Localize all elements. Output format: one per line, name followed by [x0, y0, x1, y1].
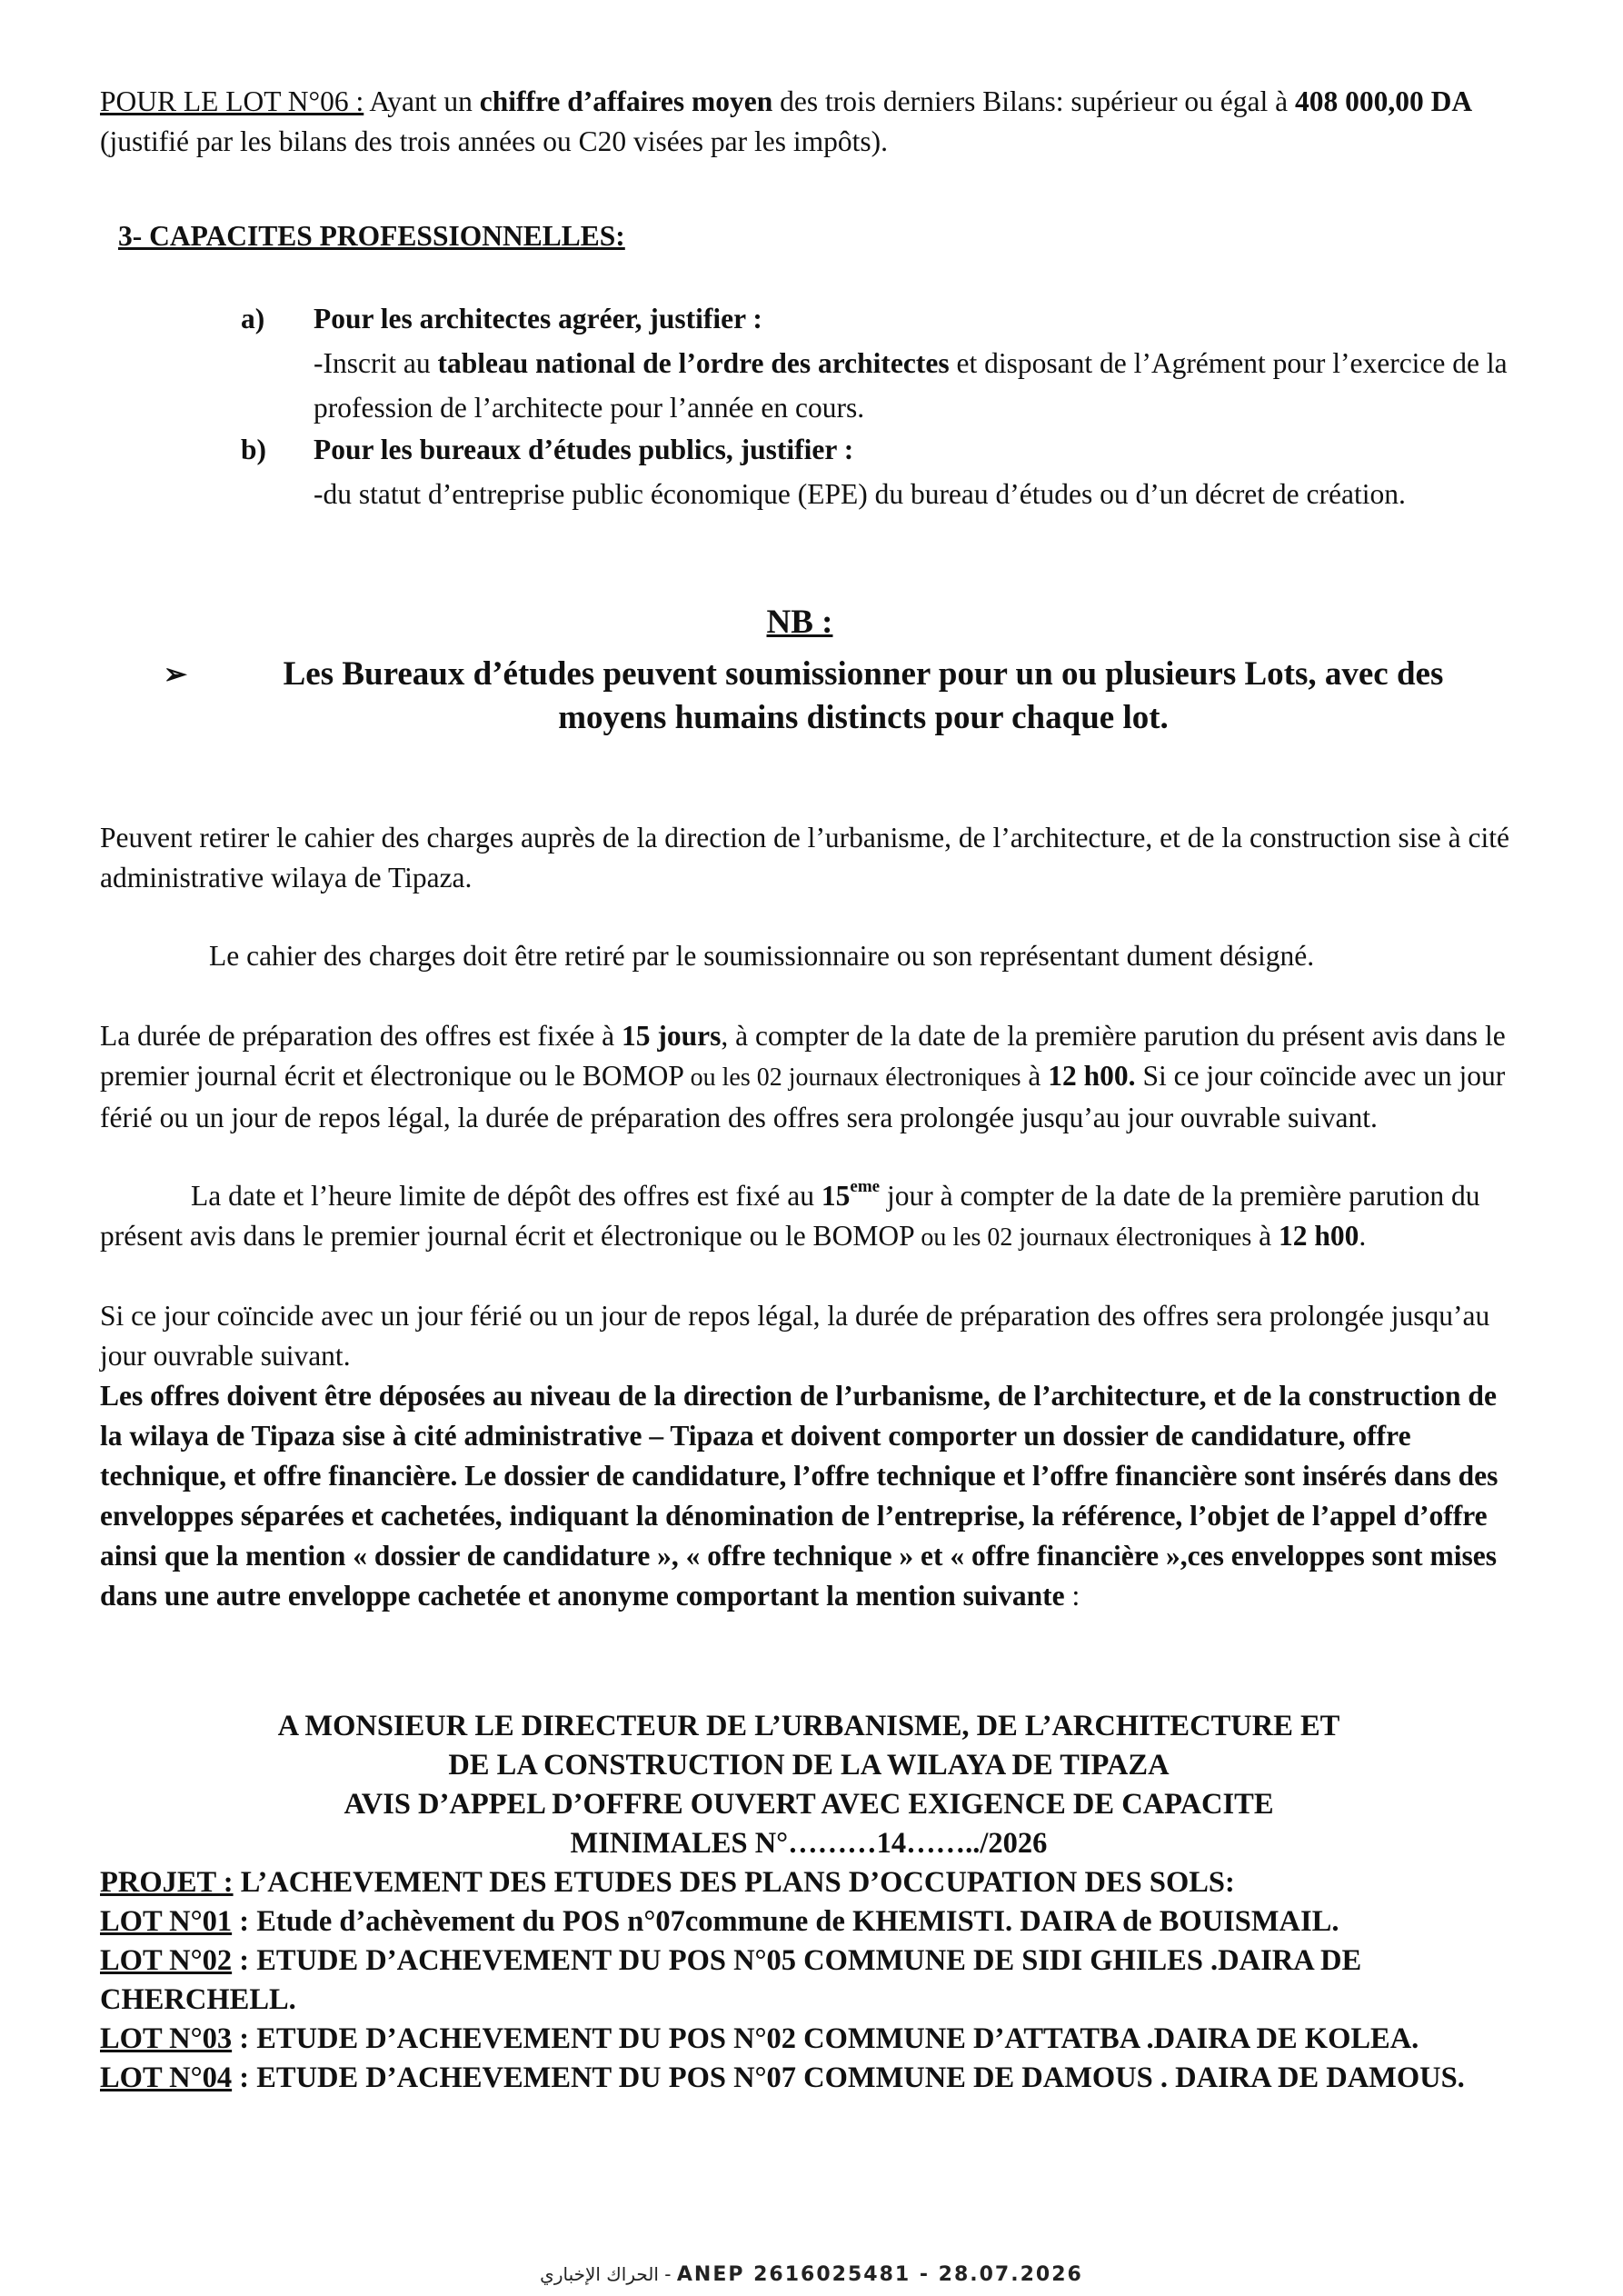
item-b-label: b): [241, 434, 267, 465]
nb-title: NB :: [766, 604, 833, 641]
projet-label: PROJET :: [100, 1866, 234, 1899]
lot06-paragraph: POUR LE LOT N°06 : Ayant un chiffre d’affaires moyen des trois derniers Bilans: supérieur ou égal à 408 000,00 DA (justifié par les bilans des trois années ou C20 visées par les impôts).: [100, 85, 1473, 157]
lot-04: LOT N°04 : ETUDE D’ACHEVEMENT DU POS N°07 COMMUNE DE DAMOUS . DAIRA DE DAMOUS.: [100, 2061, 1465, 2094]
address-line-2: DE LA CONSTRUCTION DE LA WILAYA DE TIPAZA: [448, 1749, 1170, 1782]
projet-block: [100, 1863, 1518, 2098]
paragraph-retrait: Peuvent retirer le cahier des charges auprès de la direction de l’urbanisme, de l’architecture, et de la construction sise à cité administrative wilaya de Tipaza.: [100, 822, 1509, 893]
nb-text: Les Bureaux d’études peuvent soumissionner pour un ou plusieurs Lots, avec des moyens humains distincts pour chaque lot.: [283, 655, 1444, 736]
item-a-text: Pour les architectes agréer, justifier : -Inscrit au tableau national de l’ordre des architectes et disposant de l’Agrément pour l’exercice de la profession de l’architecte pour l’année en cours.: [314, 303, 1508, 424]
section-3-title: 3- CAPACITES PROFESSIONNELLES:: [118, 220, 625, 252]
address-line-3: AVIS D’APPEL D’OFFRE OUVERT AVEC EXIGENCE DE CAPACITE: [344, 1788, 1274, 1821]
projet-line: PROJET : L’ACHEVEMENT DES ETUDES DES PLANS D’OCCUPATION DES SOLS:: [100, 1866, 1235, 1899]
item-a-label: a): [241, 303, 265, 334]
paragraph-duree: La durée de préparation des offres est fixée à 15 jours, à compter de la date de la première parution du présent avis dans le premier journal écrit et électronique ou le BOMOP ou les 02 journaux électroniques à 12 h00. Si ce jour coïncide avec un jour férié ou un jour de repos légal, la durée de préparation des offres sera prolongée jusqu’au jour ouvrable suivant.: [100, 1020, 1506, 1133]
footer-arabic: الحراك الإخباري -: [540, 2263, 677, 2285]
paragraph-offres: Les offres doivent être déposées au niveau de la direction de l’urbanisme, de l’architecture, et de la construction de la wilaya de Tipaza sise à cité administrative – Tipaza et doivent comporter un dossier de candidature, offre technique, et offre financière. Le dossier de candidature, l’offre technique et l’offre financière sont insérés dans des enveloppes séparées et cachetées, indiquant la dénomination de l’entreprise, la référence, l’objet de l’appel d’offre ainsi que la mention « dossier de candidature », « offre technique » et « offre financière »,ces enveloppes sont mises dans une autre enveloppe cachetée et anonyme comportant la mention suivante :: [100, 1380, 1499, 1612]
paragraph-ferie: Si ce jour coïncide avec un jour férié ou un jour de repos légal, la durée de préparation des offres sera prolongée jusqu’au jour ouvrable suivant.: [100, 1300, 1490, 1372]
address-block: [100, 1707, 1518, 1863]
address-line-1: A MONSIEUR LE DIRECTEUR DE L’URBANISME, DE L’ARCHITECTURE ET: [277, 1710, 1340, 1742]
item-b-text: Pour les bureaux d’études publics, justifier : -du statut d’entreprise public économique (EPE) du bureau d’études ou d’un décret de création.: [314, 434, 1406, 510]
lot-01: LOT N°01 : Etude d’achèvement du POS n°07commune de KHEMISTI. DAIRA de BOUISMAIL.: [100, 1905, 1339, 1938]
lot06-label: POUR LE LOT N°06 :: [100, 85, 364, 117]
lot-03: LOT N°03 : ETUDE D’ACHEVEMENT DU POS N°02 COMMUNE D’ATTATBA .DAIRA DE KOLEA.: [100, 2022, 1419, 2055]
footer-text: ANEP 2616025481 - 28.07.2026: [676, 2263, 1083, 2286]
arrow-bullet-icon: ➢: [164, 658, 187, 690]
address-line-4: MINIMALES N°………14……../2026: [570, 1827, 1048, 1860]
lot-02: LOT N°02 : ETUDE D’ACHEVEMENT DU POS N°05 COMMUNE DE SIDI GHILES .DAIRA DE CHERCHELL.: [100, 1944, 1362, 2016]
paragraph-date-limite: La date et l’heure limite de dépôt des offres est fixé au 15eme jour à compter de la date de la première parution du présent avis dans le premier journal écrit et électronique ou le BOMOP ou les 02 journaux électroniques à 12 h00.: [100, 1176, 1480, 1252]
paragraph-cahier: Le cahier des charges doit être retiré par le soumissionnaire ou son représentant dument désigné.: [209, 940, 1315, 972]
footer: [0, 2263, 1623, 2286]
